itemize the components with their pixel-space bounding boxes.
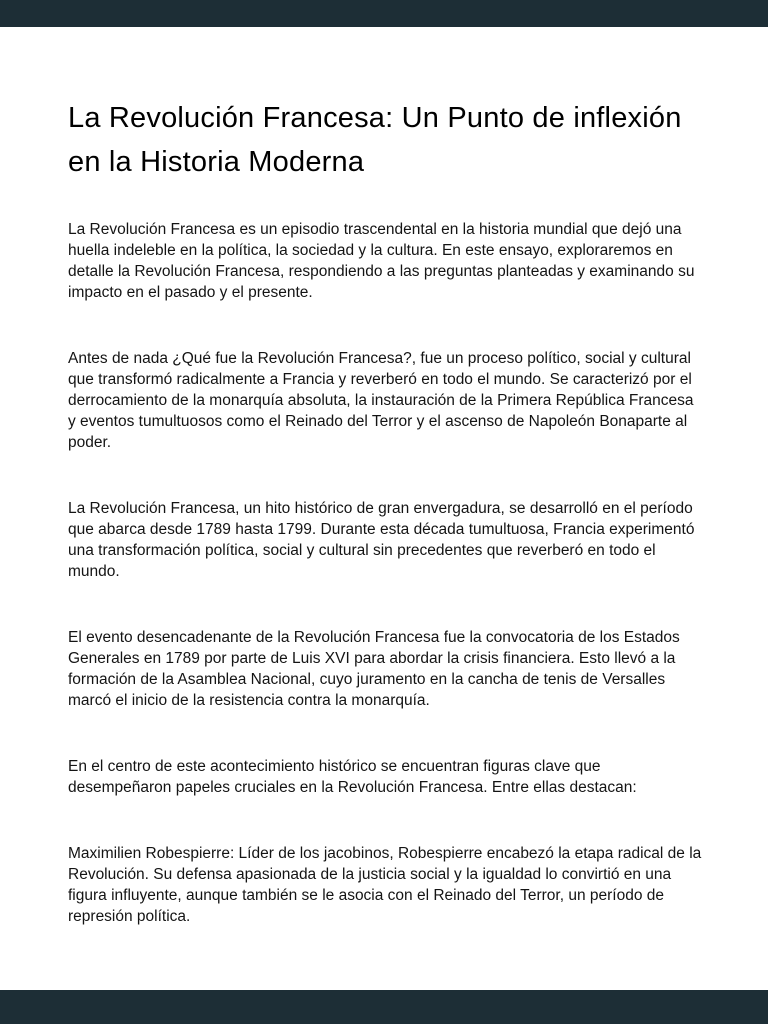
page-title: La Revolución Francesa: Un Punto de inflexión en la Historia Moderna <box>68 102 682 178</box>
paragraph-figuras-clave: En el centro de este acontecimiento histórico se encuentran figuras clave que desempeñaron papeles cruciales en la Revolución Francesa. Entre ellas destacan: <box>68 758 637 796</box>
paragraph-evento-desencadenante: El evento desencadenante de la Revolución Francesa fue la convocatoria de los Estados Generales en 1789 por parte de Luis XVI para abordar la crisis financiera. Esto llevó a la formación de la Asamblea Nacional, cuyo juramento en la cancha de tenis de Versalles marcó el inicio de la resistencia contra la monarquía. <box>68 629 680 709</box>
viewer-background-top <box>0 0 768 27</box>
paragraph-robespierre: Maximilien Robespierre: Líder de los jacobinos, Robespierre encabezó la etapa radical de la Revolución. Su defensa apasionada de la justicia social y la igualdad lo convirtió en una figura influyente, aunque también se le asocia con el Reinado del Terror, un período de represión política. <box>68 845 702 925</box>
paragraph-que-fue: Antes de nada ¿Qué fue la Revolución Francesa?, fue un proceso político, social y cultural que transformó radicalmente a Francia y reverberó en todo el mundo. Se caracterizó por el derrocamiento de la monarquía absoluta, la instauración de la Primera República Francesa y eventos tumultuosos como el Reinado del Terror y el ascenso de Napoleón Bonaparte al poder. <box>68 350 694 451</box>
document-page <box>0 27 768 990</box>
viewer-background-bottom <box>0 990 768 1024</box>
paragraph-periodo: La Revolución Francesa, un hito histórico de gran envergadura, se desarrolló en el período que abarca desde 1789 hasta 1799. Durante esta década tumultuosa, Francia experimentó una transformación política, social y cultural sin precedentes que reverberó en todo el mundo. <box>68 500 695 580</box>
paragraph-intro: La Revolución Francesa es un episodio trascendental en la historia mundial que dejó una huella indeleble en la política, la sociedad y la cultura. En este ensayo, exploraremos en detalle la Revolución Francesa, respondiendo a las preguntas planteadas y examinando su impacto en el pasado y el presente. <box>68 221 695 301</box>
